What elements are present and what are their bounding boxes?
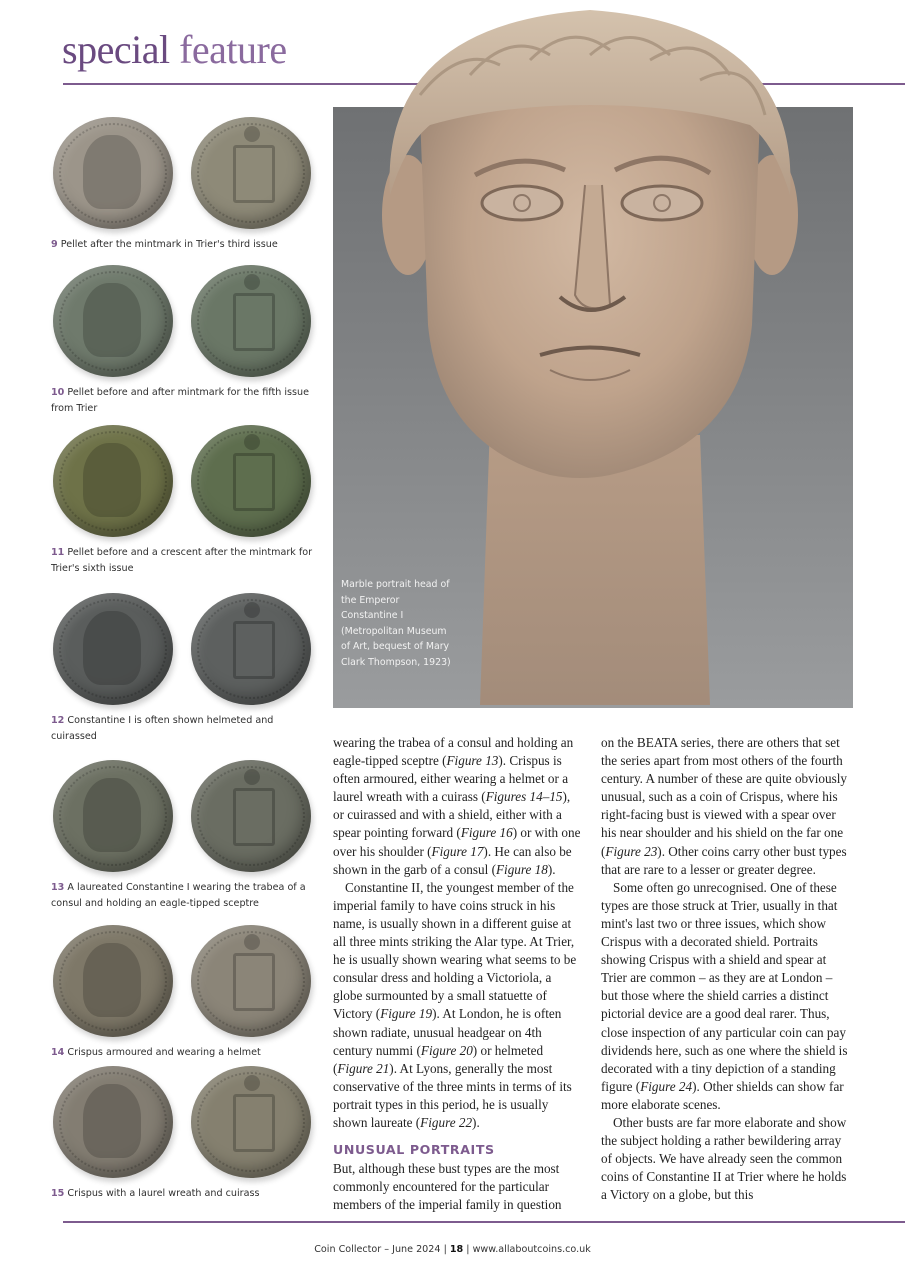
coin-reverse-image	[191, 760, 311, 872]
coin-pair	[51, 760, 321, 872]
paragraph: But, although these bust types are the most commonly encountered for the particular members of the imperial family in question	[333, 1161, 562, 1213]
coin-obverse-image	[53, 593, 173, 705]
coin-reverse-image	[191, 117, 311, 229]
figure-caption: 15 Crispus with a laurel wreath and cuirass	[51, 1188, 260, 1199]
section-title-word1: special	[62, 27, 170, 72]
section-title	[62, 28, 287, 72]
paragraph: Constantine II, the youngest member of the imperial family to have coins struck in his name, is usually shown in a different guise at all three mints striking the Alar type. At Trier, he is usually shown wearing what seems to be consular dress and holding a Victoriola, a globe surmounted by a small statuette of Victory (Figure 19). At London, he is often shown radiate, unusual headgear on 4th century nummi (Figure 20) or helmeted (Figure 21). At Lyons, generally the most conservative of the three mints in terms of its portrait types in this period, he is usually shown laureate (Figure 22).	[333, 879, 577, 1130]
paragraph: wearing the trabea of a consul and holding an eagle-tipped sceptre (Figure 13). Crispus is often armoured, either wearing a helmet or a laurel wreath with a cuirass (Figures 14–15), or cuirassed and with a shield, either with a spear pointing forward (Figure 16) or with one over his shoulder (Figure 17). He can also be shown in the garb of a consul (Figure 18).	[333, 735, 581, 877]
coin-pair	[51, 1066, 321, 1178]
coin-obverse-image	[53, 117, 173, 229]
coin-obverse-image	[53, 1066, 173, 1178]
coin-pair	[51, 265, 321, 377]
paragraph: on the BEATA series, there are others that set the series apart from most others of the fourth century. A number of these are quite obviously unusual, such as a coin of Crispus, where his right-facing bust is viewed with a spear over his near shoulder and his shield on the far one (Figure 23). Other coins carry other bust types that are rare to a lesser or greater degree.	[601, 735, 847, 877]
coin-obverse-image	[53, 425, 173, 537]
coin-pair	[51, 425, 321, 537]
footer-divider	[63, 1221, 905, 1223]
coin-obverse-image	[53, 265, 173, 377]
coin-reverse-image	[191, 1066, 311, 1178]
coin-pair	[51, 925, 321, 1037]
figure-caption: 13 A laureated Constantine I wearing the trabea of a consul and holding an eagle-tipped sceptre	[51, 882, 306, 909]
figure-caption: 12 Constantine I is often shown helmeted and cuirassed	[51, 715, 274, 742]
coin-reverse-image	[191, 925, 311, 1037]
figure-14	[51, 925, 321, 1061]
subheading: UNUSUAL PORTRAITS	[333, 1142, 495, 1158]
coin-pair	[51, 593, 321, 705]
page-number: 18	[449, 1244, 464, 1255]
figure-13	[51, 760, 321, 911]
page-footer: Coin Collector – June 2024 | 18 | www.allaboutcoins.co.uk	[314, 1244, 591, 1255]
paragraph: Other busts are far more elaborate and show the subject holding a rather bewildering array of objects. We have already seen the common coins of Constantine II at Trier where he holds a Victory on a globe, but this	[601, 1114, 847, 1203]
paragraph: Some often go unrecognised. One of these types are those struck at Trier, usually in that mint's last two or three issues, which show Crispus with a decorated shield. Portraits showing Crispus with a shield and spear at Trier are common – as they are at London – but those where the shield carries a distinct pictorial device are a good deal rarer. Thus, close inspection of any particular coin can pay dividends here, such as one where the shield is decorated with a tiny depiction of a standing figure (Figure 24). Other shields can show far more elaborate scenes.	[601, 879, 848, 1112]
coin-reverse-image	[191, 593, 311, 705]
section-title-word2: feature	[179, 27, 287, 72]
coin-obverse-image	[53, 760, 173, 872]
figure-11	[51, 425, 321, 576]
figure-caption: 11 Pellet before and a crescent after the mintmark for Trier's sixth issue	[51, 547, 313, 574]
article-column-1	[333, 734, 583, 1214]
publication-name: Coin Collector – June 2024	[314, 1244, 441, 1255]
figure-15	[51, 1066, 321, 1202]
coin-reverse-image	[191, 265, 311, 377]
figure-10	[51, 265, 321, 416]
figure-caption: 9 Pellet after the mintmark in Trier's third issue	[51, 239, 278, 250]
figure-12	[51, 593, 321, 744]
article-column-2	[601, 734, 851, 1204]
figure-caption: 14 Crispus armoured and wearing a helmet	[51, 1047, 261, 1058]
coin-pair	[51, 117, 321, 229]
coin-obverse-image	[53, 925, 173, 1037]
figure-9	[51, 117, 321, 253]
coin-reverse-image	[191, 425, 311, 537]
website-link[interactable]: www.allaboutcoins.co.uk	[472, 1244, 591, 1255]
photo-caption: Marble portrait head of the Emperor Constantine I (Metropolitan Museum of Art, bequest of Mary Clark Thompson, 1923)	[341, 579, 451, 668]
figure-caption: 10 Pellet before and after mintmark for the fifth issue from Trier	[51, 387, 310, 414]
